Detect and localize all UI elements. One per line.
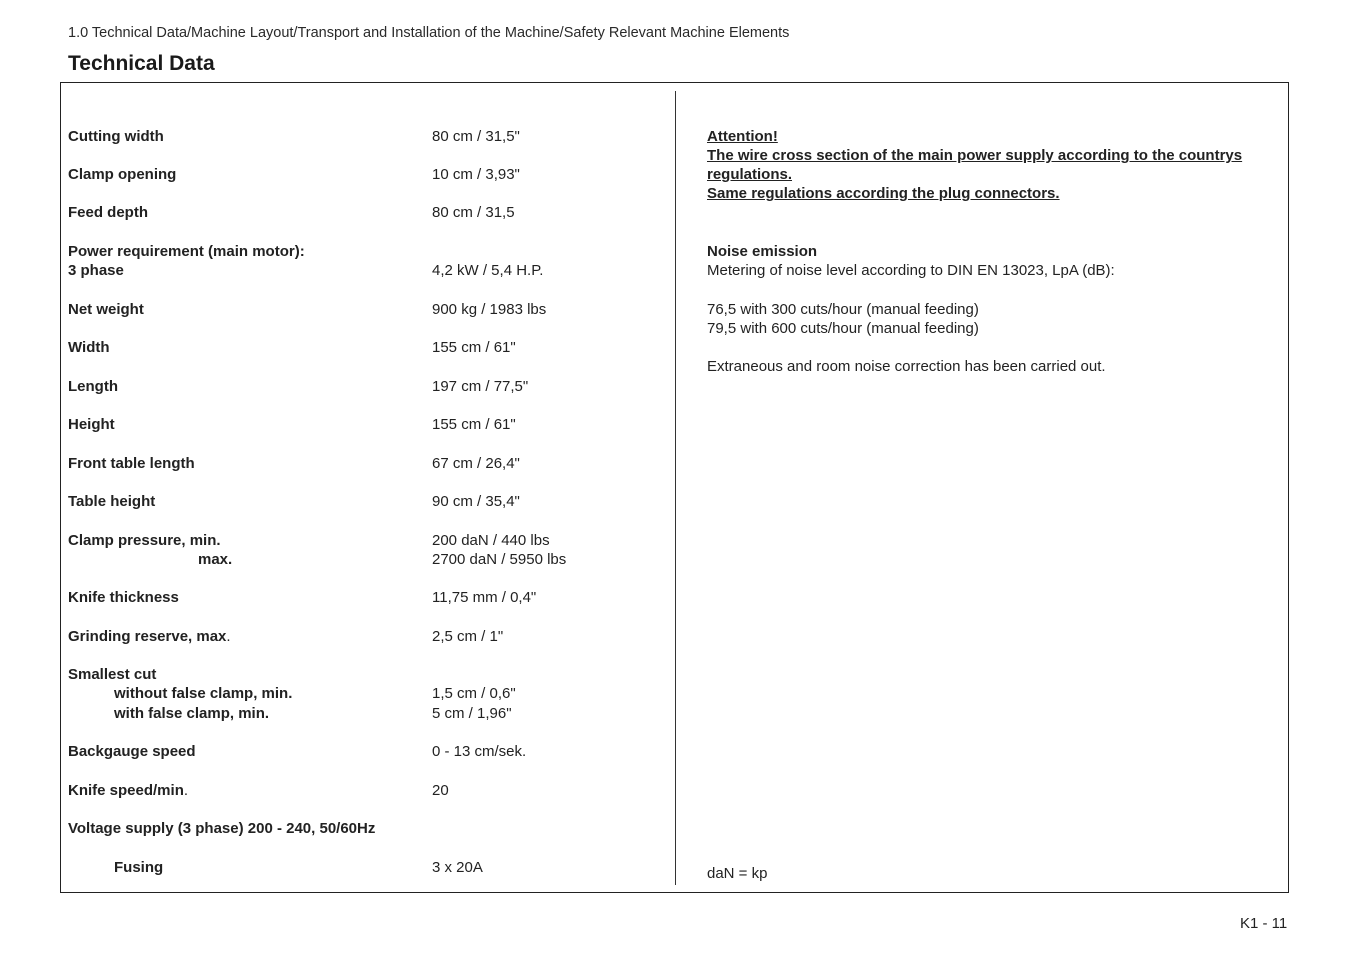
page-title: Technical Data <box>68 52 215 75</box>
with-false-clamp-label: with false clamp, min. <box>114 705 270 722</box>
with-false-clamp-value: 5 cm / 1,96" <box>432 705 512 722</box>
clamp-pressure-min-value: 200 daN / 440 lbs <box>432 532 550 549</box>
net-weight-label: Net weight <box>68 301 144 318</box>
page-number: K1 - 11 <box>1240 915 1288 932</box>
width-value: 155 cm / 61" <box>432 339 516 356</box>
cutting-width-value: 80 cm / 31,5" <box>432 128 520 145</box>
net-weight-value: 900 kg / 1983 lbs <box>432 301 547 318</box>
backgauge-speed-value: 0 - 13 cm/sek. <box>432 743 527 760</box>
width-label: Width <box>68 339 110 356</box>
power-phase-label: 3 phase <box>68 262 124 279</box>
fusing-label: Fusing <box>114 859 164 876</box>
knife-speed-value: 20 <box>432 782 449 799</box>
attention-line-3: Same regulations according the plug connectors. <box>707 185 1060 202</box>
attention-line-1: The wire cross section of the main power supply according to the countrys <box>707 147 1243 164</box>
noise-description: Metering of noise level according to DIN EN 13023, LpA (dB): <box>707 262 1115 279</box>
fusing-value: 3 x 20A <box>432 859 483 876</box>
knife-speed-row: Knife speed/min. <box>68 782 189 799</box>
clamp-opening-value: 10 cm / 3,93" <box>432 166 520 183</box>
length-label: Length <box>68 378 118 395</box>
feed-depth-value: 80 cm / 31,5 <box>432 204 515 221</box>
noise-value-600: 79,5 with 600 cuts/hour (manual feeding) <box>707 320 979 337</box>
smallest-cut-label: Smallest cut <box>68 666 157 683</box>
voltage-supply-label: Voltage supply (3 phase) 200 - 240, 50/60Hz <box>68 820 376 837</box>
column-divider <box>675 91 676 885</box>
clamp-pressure-label: Clamp pressure, min. <box>68 532 221 549</box>
without-false-clamp-label: without false clamp, min. <box>114 685 293 702</box>
attention-line-2: regulations. <box>707 166 793 183</box>
table-height-label: Table height <box>68 493 156 510</box>
power-requirement-label: Power requirement (main motor): <box>68 243 305 260</box>
knife-thickness-value: 11,75 mm / 0,4" <box>432 589 537 606</box>
length-value: 197 cm / 77,5" <box>432 378 529 395</box>
noise-emission-heading: Noise emission <box>707 243 818 260</box>
table-height-value: 90 cm / 35,4" <box>432 493 520 510</box>
without-false-clamp-value: 1,5 cm / 0,6" <box>432 685 516 702</box>
noise-correction-note: Extraneous and room noise correction has been carried out. <box>707 358 1106 375</box>
grinding-reserve-row: Grinding reserve, max. <box>68 628 231 645</box>
height-value: 155 cm / 61" <box>432 416 516 433</box>
clamp-pressure-max-value: 2700 daN / 5950 lbs <box>432 551 567 568</box>
unit-note: daN = kp <box>707 865 768 882</box>
grinding-reserve-label: Grinding reserve, max <box>68 628 227 645</box>
knife-thickness-label: Knife thickness <box>68 589 179 606</box>
breadcrumb: 1.0 Technical Data/Machine Layout/Transport and Installation of the Machine/Safety Relevant Machine Elements <box>68 25 790 41</box>
height-label: Height <box>68 416 115 433</box>
attention-heading: Attention! <box>707 128 778 145</box>
front-table-length-value: 67 cm / 26,4" <box>432 455 520 472</box>
feed-depth-label: Feed depth <box>68 204 149 221</box>
power-value: 4,2 kW / 5,4 H.P. <box>432 262 544 279</box>
front-table-length-label: Front table length <box>68 455 195 472</box>
backgauge-speed-label: Backgauge speed <box>68 743 196 760</box>
grinding-reserve-value: 2,5 cm / 1" <box>432 628 504 645</box>
clamp-opening-label: Clamp opening <box>68 166 177 183</box>
cutting-width-label: Cutting width <box>68 128 164 145</box>
clamp-pressure-max-label: max. <box>198 551 233 568</box>
noise-value-300: 76,5 with 300 cuts/hour (manual feeding) <box>707 301 979 318</box>
knife-speed-label: Knife speed/min <box>68 782 184 799</box>
